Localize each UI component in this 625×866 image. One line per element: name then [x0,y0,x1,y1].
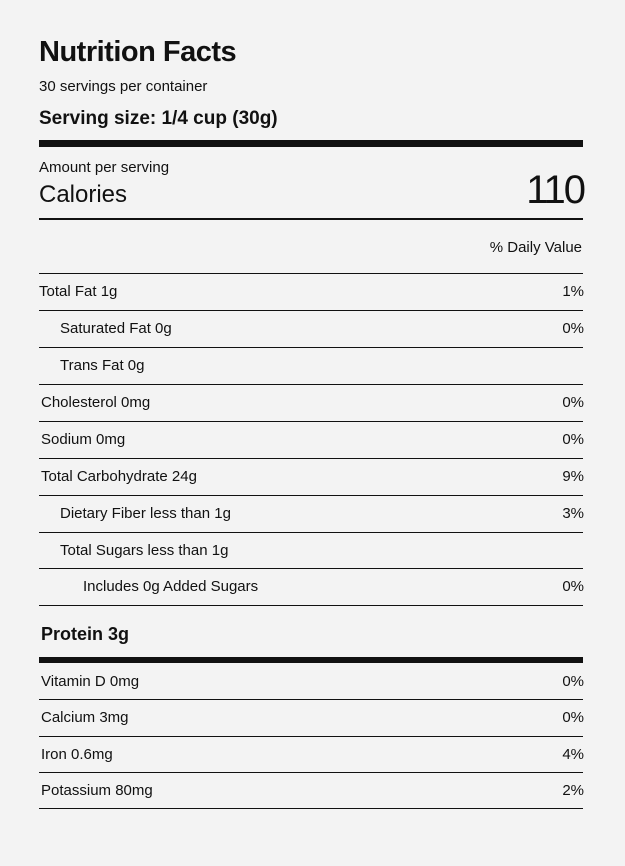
nutrient-name: Cholesterol 0mg [41,394,151,411]
nutrient-daily-value: 0% [562,320,584,337]
nutrient-name: Potassium 80mg [41,782,153,799]
nutrient-daily-value: 0% [562,431,584,448]
nutrient-name: Calcium 3mg [41,709,129,726]
thick-divider [39,140,583,147]
nutrient-name: Total Sugars less than 1g [60,542,229,559]
nutrient-daily-value: 3% [562,505,584,522]
nutrient-name: Total Carbohydrate 24g [41,468,197,485]
table-row-trans-fat [39,348,584,384]
table-row-cholesterol [39,385,584,421]
nutrient-daily-value: 9% [562,468,584,485]
nutrient-daily-value: 0% [562,673,584,690]
nutrient-name: Includes 0g Added Sugars [83,578,259,595]
amount-per-serving: Amount per serving [39,159,170,176]
nutrient-name: Total Fat 1g [39,283,118,300]
thick-divider [39,657,583,663]
serving-size: Serving size: 1/4 cup (30g) [39,108,278,129]
nutrient-daily-value: 1% [562,283,584,300]
calories-value: 110 [526,168,584,212]
table-row-total-carbohydrate [39,459,584,495]
table-row-total-fat [39,274,584,310]
table-row-total-sugars [39,533,584,569]
table-row-sodium [39,422,584,458]
label-title: Nutrition Facts [39,36,237,68]
nutrient-daily-value: 0% [562,709,584,726]
table-row-saturated-fat [39,311,584,347]
nutrient-daily-value: 0% [562,394,584,411]
table-row-added-sugars [39,569,584,605]
calories-label: Calories [39,181,128,208]
nutrient-daily-value: 4% [562,746,584,763]
daily-value-header: % Daily Value [489,239,582,256]
nutrient-daily-value: 2% [562,782,584,799]
nutrient-name: Sodium 0mg [41,431,126,448]
medium-divider [39,218,583,220]
table-row-dietary-fiber [39,496,584,532]
nutrient-name: Vitamin D 0mg [41,673,140,690]
servings-per-container: 30 servings per container [39,78,208,95]
table-row-calcium [39,700,584,736]
nutrition-label [39,0,584,866]
table-row-iron [39,737,584,773]
table-row-potassium [39,773,584,809]
row-divider [39,605,583,606]
table-row-vitamin-d [39,664,584,700]
nutrient-name: Dietary Fiber less than 1g [60,505,231,522]
nutrient-name: Iron 0.6mg [41,746,113,763]
nutrient-name: Trans Fat 0g [60,357,145,374]
nutrient-daily-value: 0% [562,578,584,595]
protein-row: Protein 3g [41,624,130,644]
row-divider [39,808,583,809]
nutrient-name: Saturated Fat 0g [60,320,172,337]
